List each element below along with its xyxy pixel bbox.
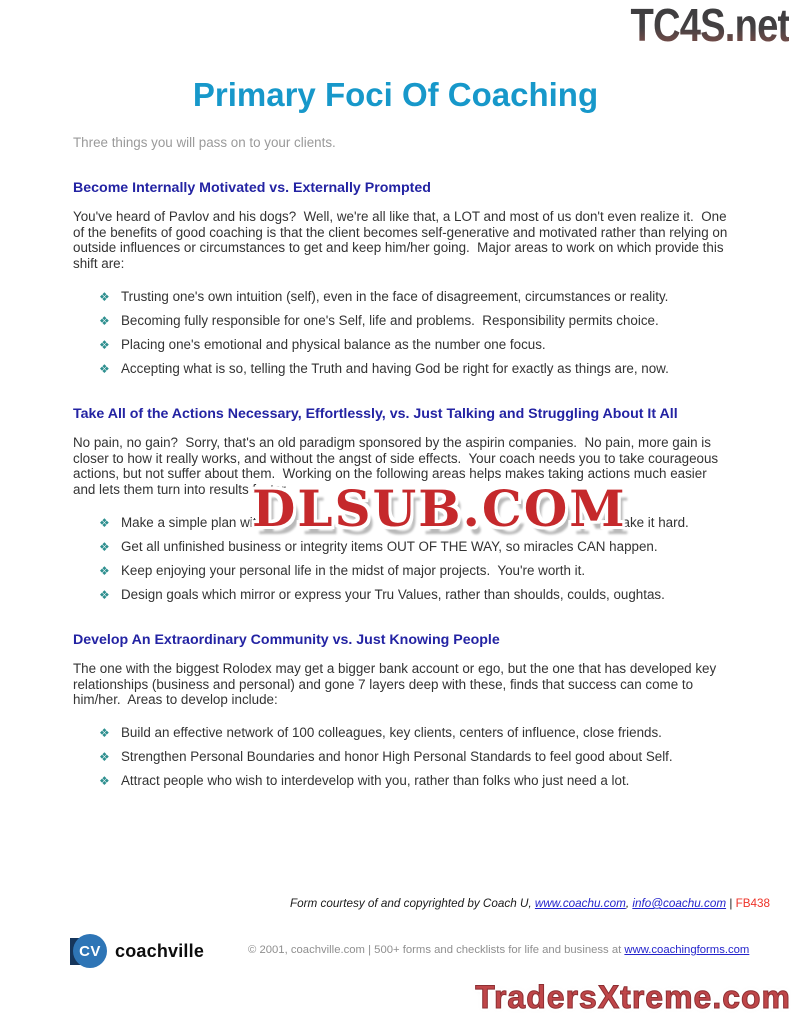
bullet-diamond-icon: ❖ (99, 290, 110, 304)
copyright-text: © 2001, coachville.com | 500+ forms and checklists for life and business at (248, 944, 625, 956)
list-item (99, 725, 739, 742)
page-title: Primary Foci Of Coaching (192, 76, 599, 113)
section-paragraph: You've heard of Pavlov and his dogs? Well, we're all like that, a LOT and most of us don't even realize it. One of the benefits of good coaching is that the client becomes self-generative and motivated rather than relying on outside influences or circumstances to get and keep him/her going. Major areas to work on which provide this shift are: (73, 209, 732, 271)
bullet-diamond-icon: ❖ (99, 750, 110, 764)
watermark-tc4s: TC4S.net (630, 0, 789, 51)
bullet-diamond-icon: ❖ (99, 774, 110, 788)
coachingforms-link[interactable]: www.coachingforms.com (624, 944, 750, 956)
page-subtitle: Three things you will pass on to your clients. (73, 135, 336, 150)
list-item-text: Becoming fully responsible for one's Self, life and problems. Responsibility permits choice. (121, 313, 659, 328)
bullet-list (99, 725, 739, 797)
watermark-tradersxtreme: TradersXtreme.com (475, 979, 791, 1015)
form-credit-line (290, 897, 770, 910)
list-item (99, 361, 739, 378)
logo-wordmark: coachville (115, 941, 205, 961)
list-item (99, 289, 739, 306)
form-code: FB438 (735, 897, 771, 910)
list-item (99, 749, 739, 766)
bullet-diamond-icon: ❖ (99, 588, 110, 602)
cv-logo-icon: CV (73, 934, 107, 968)
list-item-text: Placing one's emotional and physical balance as the number one focus. (121, 337, 546, 352)
bullet-diamond-icon: ❖ (99, 314, 110, 328)
list-item (99, 539, 739, 556)
copyright-line (248, 944, 749, 956)
section-paragraph: The one with the biggest Rolodex may get a bigger bank account or ego, but the one that has developed key relationships (business and personal) and gone 7 layers deep with these, finds that success can come to him/her. Areas to develop include: (73, 661, 720, 708)
list-item (99, 337, 739, 354)
credit-text: Form courtesy of and copyrighted by Coach U, (290, 897, 535, 910)
bullet-list (99, 289, 739, 385)
list-item-text: Attract people who wish to interdevelop with you, rather than folks who just need a lot. (121, 773, 630, 788)
list-item-text: Trusting one's own intuition (self), even in the face of disagreement, circumstances or reality. (121, 289, 669, 304)
list-item (99, 773, 739, 790)
bullet-diamond-icon: ❖ (99, 362, 110, 376)
bullet-diamond-icon: ❖ (99, 726, 110, 740)
list-item-text: Strengthen Personal Boundaries and honor High Personal Standards to feel good about Self. (121, 749, 673, 764)
list-item (99, 563, 739, 580)
section-heading-internally-motivated: Become Internally Motivated vs. Externally Prompted (73, 180, 431, 196)
section-heading-extraordinary-community: Develop An Extraordinary Community vs. Just Knowing People (73, 632, 500, 648)
list-item-text: Build an effective network of 100 colleagues, key clients, centers of influence, close friends. (121, 725, 662, 740)
coachville-logo (70, 934, 270, 970)
list-item (99, 587, 739, 604)
coachu-link[interactable]: www.coachu.com (534, 897, 626, 910)
bullet-diamond-icon: ❖ (99, 338, 110, 352)
section-paragraph: No pain, no gain? Sorry, that's an old paradigm sponsored by the aspirin companies. No pain, more gain is closer to how it really works, and without the angst of side effects. Your coach needs you to take courageous actions, but not suffer about them. Working on the following areas helps makes taking actions much easier and lets them turn into results faster. (73, 435, 722, 497)
list-item-text-before-watermark: Make a simple plan with (121, 515, 264, 530)
watermark-dlsub: DLSUB.COM (252, 479, 627, 538)
list-item (99, 313, 739, 330)
bullet-diamond-icon: ❖ (99, 516, 110, 530)
section-heading-take-actions: Take All of the Actions Necessary, Effortlessly, vs. Just Talking and Struggling About It All (73, 406, 678, 422)
list-item-text-after-watermark: t make it hard. (603, 515, 689, 530)
list-item-text: Get all unfinished business or integrity items OUT OF THE WAY, so miracles CAN happen. (121, 539, 658, 554)
bullet-diamond-icon: ❖ (99, 564, 110, 578)
coachu-email-link[interactable]: info@coachu.com (632, 897, 727, 910)
bullet-diamond-icon: ❖ (99, 540, 110, 554)
list-item-text: Design goals which mirror or express your Tru Values, rather than shoulds, coulds, oughtas. (121, 587, 665, 602)
list-item-text: Keep enjoying your personal life in the midst of major projects. You're worth it. (121, 563, 586, 578)
list-item-text: Accepting what is so, telling the Truth and having God be right for exactly as things are, now. (121, 361, 669, 376)
credit-bar: | (726, 897, 736, 910)
credit-separator: , (625, 897, 633, 910)
